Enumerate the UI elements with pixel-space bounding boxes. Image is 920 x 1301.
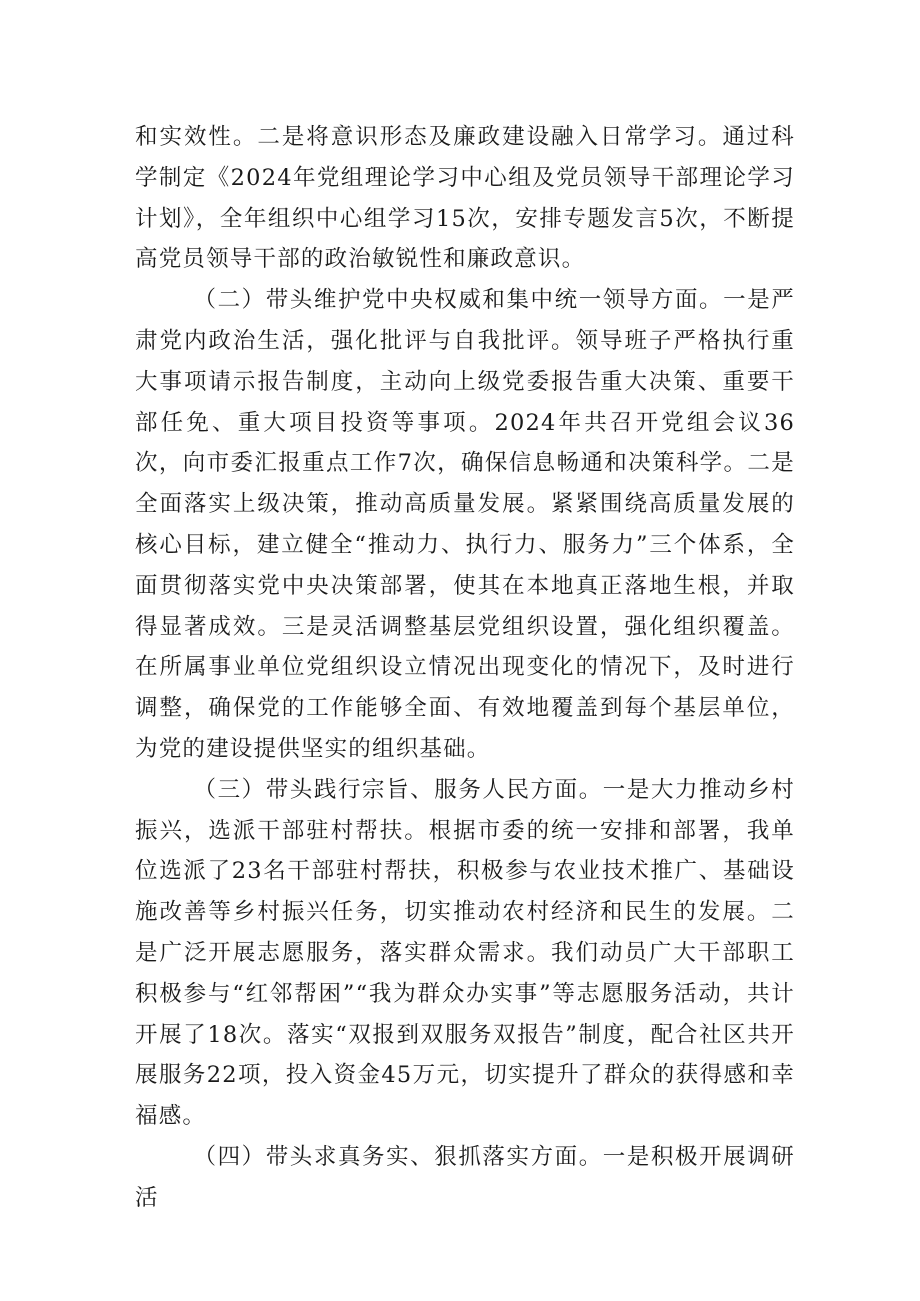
paragraph-section-two: （二）带头维护党中央权威和集中统一领导方面。一是严肃党内政治生活，强化批评与自我批评。领导班子严格执行重大事项请示报告制度，主动向上级党委报告重大决策、重要干部任免、重大项目投资等事项。2024年共召开党组会议36次，向市委汇报重点工作7次，确保信息畅通和决策科学。二是全面落实上级决策，推动高质量发展。紧紧围绕高质量发展的核心目标，建立健全“推动力、执行力、服务力”三个体系，全面贯彻落实党中央决策部署，使其在本地真正落地生根，并取得显著成效。三是灵活调整基层党组织设置，强化组织覆盖。在所属事业单位党组织设立情况出现变化的情况下，及时进行调整，确保党的工作能够全面、有效地覆盖到每个基层单位，为党的建设提供坚实的组织基础。: [135, 287, 795, 762]
paragraph-section-four: （四）带头求真务实、狠抓落实方面。一是积极开展调研活: [135, 1143, 795, 1211]
document-body: [135, 117, 795, 1219]
paragraph-continuation: 和实效性。二是将意识形态及廉政建设融入日常学习。通过科学制定《2024年党组理论学习中心组及党员领导干部理论学习计划》，全年组织中心组学习15次，安排专题发言5次，不断提高党员领导干部的政治敏锐性和廉政意识。: [135, 124, 795, 273]
paragraph-section-three: （三）带头践行宗旨、服务人民方面。一是大力推动乡村振兴，选派干部驻村帮扶。根据市委的统一安排和部署，我单位选派了23名干部驻村帮扶，积极参与农业技术推广、基础设施改善等乡村振兴任务，切实推动农村经济和民生的发展。二是广泛开展志愿服务，落实群众需求。我们动员广大干部职工积极参与“红邻帮困”“我为群众办实事”等志愿服务活动，共计开展了18次。落实“双报到双服务双报告”制度，配合社区共开展服务22项，投入资金45万元，切实提升了群众的获得感和幸福感。: [135, 776, 795, 1130]
